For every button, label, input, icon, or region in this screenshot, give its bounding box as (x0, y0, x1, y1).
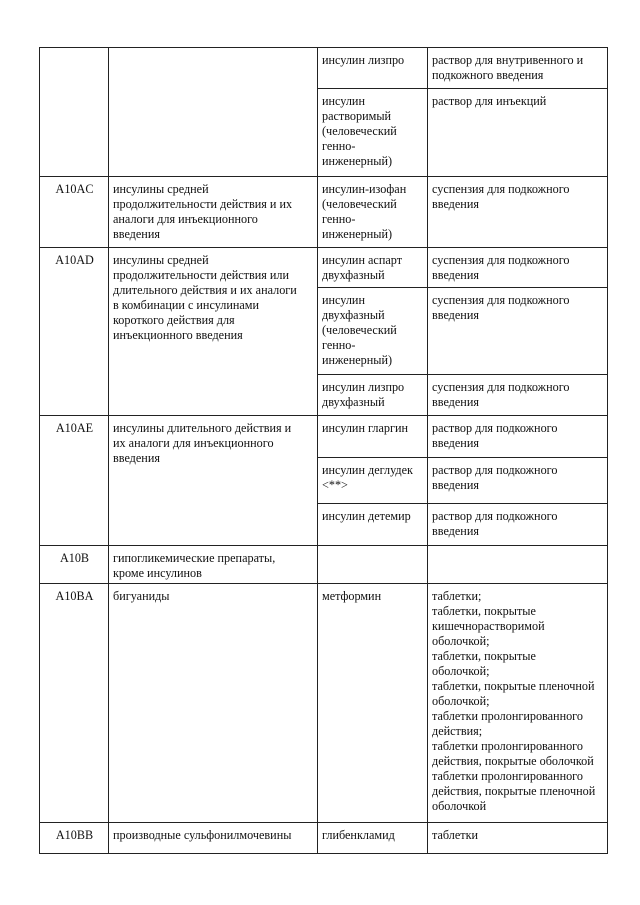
table-row (40, 48, 608, 89)
dosage-form-cell: раствор для подкожного введения (428, 504, 608, 546)
table-row (40, 416, 608, 458)
anatomical-group-cell: бигуаниды (109, 584, 318, 823)
atc-code-cell (40, 48, 109, 177)
anatomical-group-cell: инсулины средней продолжительности действия и их аналоги для инъекционного введения (109, 177, 318, 248)
drug-name-cell: инсулин-изофан (человеческий генно- инженерный) (318, 177, 428, 248)
drug-name-cell: инсулин аспарт двухфазный (318, 248, 428, 288)
drug-name-cell: метформин (318, 584, 428, 823)
atc-code-cell: A10B (40, 546, 109, 584)
atc-code-cell: A10BB (40, 823, 109, 854)
dosage-form-cell: суспензия для подкожного введения (428, 177, 608, 248)
dosage-form-cell: раствор для подкожного введения (428, 416, 608, 458)
drug-name-cell (318, 546, 428, 584)
drug-name-cell: инсулин двухфазный (человеческий генно- инженерный) (318, 288, 428, 375)
drug-name-cell: инсулин лизпро (318, 48, 428, 89)
anatomical-group-cell: гипогликемические препараты, кроме инсулинов (109, 546, 318, 584)
dosage-form-cell: раствор для подкожного введения (428, 458, 608, 504)
dosage-form-cell: таблетки; таблетки, покрытые кишечнорастворимой оболочкой; таблетки, покрытые оболочкой; таблетки, покрытые пленочной оболочкой; таблетки пролонгированного действия; таблетки пролонгированного действия, покрытые оболочкой таблетки пролонгированного действия, покрытые пленочной оболочкой (428, 584, 608, 823)
anatomical-group-cell: инсулины длительного действия и их аналоги для инъекционного введения (109, 416, 318, 546)
dosage-form-cell: суспензия для подкожного введения (428, 288, 608, 375)
table-row (40, 823, 608, 854)
drug-name-cell: инсулин растворимый (человеческий генно- инженерный) (318, 89, 428, 177)
atc-code-cell: A10AD (40, 248, 109, 416)
table-body (40, 48, 608, 854)
dosage-form-cell: раствор для инъекций (428, 89, 608, 177)
dosage-form-cell: раствор для внутривенного и подкожного введения (428, 48, 608, 89)
table-row (40, 546, 608, 584)
dosage-form-cell: суспензия для подкожного введения (428, 248, 608, 288)
drug-name-cell: инсулин гларгин (318, 416, 428, 458)
dosage-form-cell: таблетки (428, 823, 608, 854)
anatomical-group-cell (109, 48, 318, 177)
table-row (40, 584, 608, 823)
drug-list-table (39, 47, 608, 854)
table-row (40, 177, 608, 248)
drug-name-cell: глибенкламид (318, 823, 428, 854)
atc-code-cell: A10BA (40, 584, 109, 823)
drug-name-cell: инсулин лизпро двухфазный (318, 375, 428, 416)
anatomical-group-cell: инсулины средней продолжительности действия или длительного действия и их аналоги в комбинации с инсулинами короткого действия для инъекционного введения (109, 248, 318, 416)
drug-name-cell: инсулин деглудек <**> (318, 458, 428, 504)
drug-name-cell: инсулин детемир (318, 504, 428, 546)
atc-code-cell: A10AE (40, 416, 109, 546)
dosage-form-cell: суспензия для подкожного введения (428, 375, 608, 416)
atc-code-cell: A10AC (40, 177, 109, 248)
anatomical-group-cell: производные сульфонилмочевины (109, 823, 318, 854)
dosage-form-cell (428, 546, 608, 584)
table-row (40, 248, 608, 288)
